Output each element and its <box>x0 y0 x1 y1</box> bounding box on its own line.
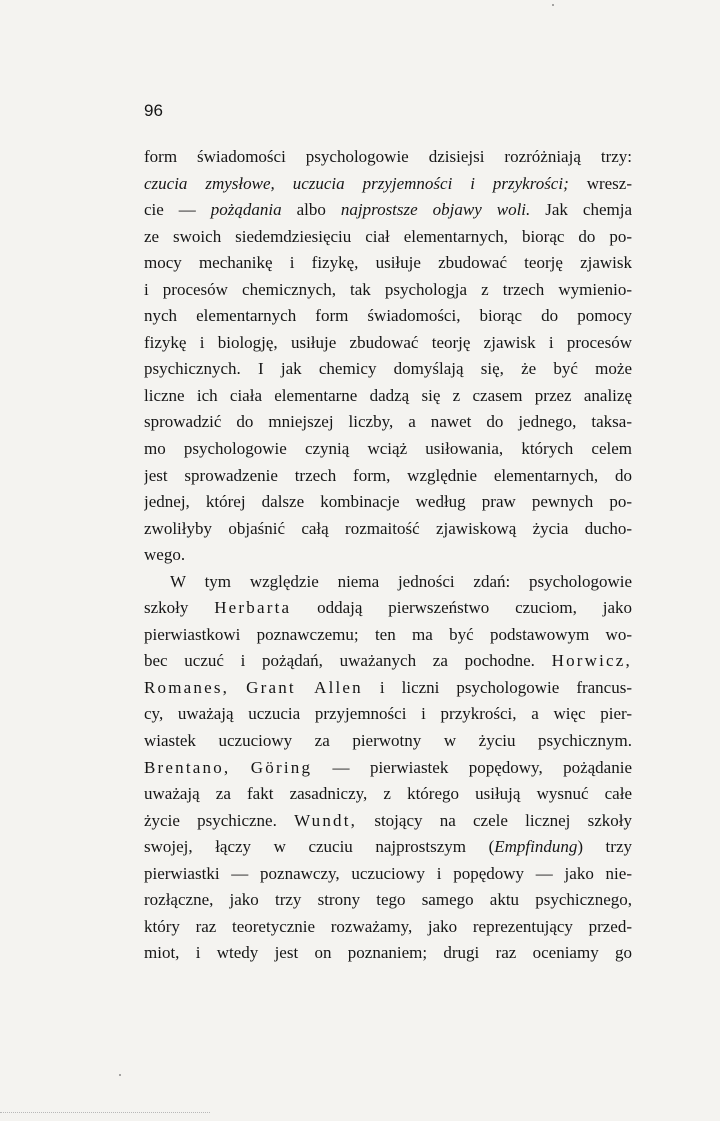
text-line <box>144 356 632 383</box>
text-segment: cy, uważają uczucia przyjemności i przykrości, a więc pier- <box>144 704 632 724</box>
text-line <box>144 463 632 490</box>
text-segment: jest sprowadzenie trzech form, względnie elementarnych, do <box>144 465 632 485</box>
text-segment: sprowadzić do mniejszej liczby, a nawet do jednego, taksa- <box>144 412 632 432</box>
text-segment: form świadomości psychologowie dzisiejsi rozróżniają trzy: <box>144 147 632 166</box>
text-line <box>144 755 632 782</box>
text-segment: fizykę i biologję, usiłuje zbudować teorję zjawisk i procesów <box>144 332 632 352</box>
scan-edge-artifact <box>0 1112 210 1115</box>
text-line <box>144 197 632 224</box>
text-segment: uważają za fakt zasadniczy, z którego usiłują wysnuć całe <box>144 784 632 804</box>
spaced-name: Romanes, <box>144 677 230 697</box>
text-line <box>144 277 632 304</box>
text-segment: stojący na czele licznej szkoły <box>357 810 632 830</box>
body-text <box>144 144 632 967</box>
spaced-name: Horwicz, <box>551 651 632 671</box>
text-line <box>144 303 632 330</box>
text-line <box>144 224 632 251</box>
text-line <box>144 675 632 702</box>
text-segment: mocy mechanikę i fizykę, usiłuje zbudować teorję zjawisk <box>144 253 632 273</box>
text-segment: zwoliłyby objaśnić całą rozmaitość zjawiskową życia ducho- <box>144 518 632 538</box>
text-line <box>144 171 632 198</box>
text-segment: ze swoich siedemdziesięciu ciał elementarnych, biorąc do po- <box>144 226 632 246</box>
spaced-name: Grant Allen <box>246 677 363 697</box>
text-line <box>144 914 632 941</box>
text-line <box>144 808 632 835</box>
text-segment: jednej, której dalsze kombinacje według praw pewnych po- <box>144 492 632 512</box>
text-segment <box>229 678 246 697</box>
text-segment: — pierwiastek popędowy, pożądanie <box>312 757 632 777</box>
spaced-name: Göring <box>250 757 313 777</box>
text-segment: wego. <box>144 545 186 565</box>
italic-term: Empfindung <box>494 837 578 857</box>
text-segment: wiastek uczuciowy za pierwotny w życiu psychicznym. <box>144 731 632 751</box>
text-line <box>144 330 632 357</box>
text-line <box>144 781 632 808</box>
text-line <box>144 250 632 277</box>
text-line <box>144 409 632 436</box>
text-line <box>144 144 632 171</box>
page-number: 96 <box>144 101 163 120</box>
text-line <box>144 834 632 861</box>
scan-speck <box>119 1074 121 1076</box>
italic-term: pożądania <box>210 200 282 220</box>
text-segment: oddają pierwszeństwo czuciom, jako <box>291 598 632 618</box>
text-line <box>144 728 632 755</box>
text-line <box>144 887 632 914</box>
text-segment: szkoły <box>144 598 215 618</box>
italic-term: czucia zmysłowe, uczucia przyjemności i przykrości; <box>144 173 569 193</box>
text-segment: psychicznych. I jak chemicy domyślają się, że być może <box>144 359 632 379</box>
scan-speck <box>552 4 554 6</box>
text-segment: pierwiastki — poznawczy, uczuciowy i popędowy — jako nie- <box>144 863 632 883</box>
text-segment: który raz teoretycznie rozważamy, jako reprezentujący przed- <box>144 916 632 936</box>
text-segment: liczne ich ciała elementarne dadzą się z czasem przez analizę <box>144 385 632 405</box>
text-segment: wresz- <box>568 173 632 193</box>
text-line <box>144 516 632 543</box>
text-segment: ) trzy <box>577 837 632 857</box>
text-line <box>144 940 632 967</box>
text-line <box>144 383 632 410</box>
spaced-name: Herbarta <box>214 598 292 618</box>
text-segment: cie — <box>144 200 211 220</box>
text-line <box>144 622 632 649</box>
text-segment: W tym względzie niema jedności zdań: psychologowie <box>170 571 632 591</box>
text-segment: i procesów chemicznych, tak psychologja z trzech wymienio- <box>144 279 632 299</box>
text-segment: rozłączne, jako trzy strony tego samego aktu psychicznego, <box>144 890 632 910</box>
text-segment: pierwiastkowi poznawczemu; ten ma być podstawowym wo- <box>144 624 632 644</box>
text-segment: i liczni psychologowie francus- <box>362 677 632 697</box>
text-line <box>144 648 632 675</box>
text-segment: swojej, łączy w czuciu najprostszym ( <box>144 837 495 857</box>
text-segment: albo <box>281 200 341 220</box>
spaced-name: Wundt, <box>294 810 358 830</box>
text-segment: mo psychologowie czynią wciąż usiłowania, których celem <box>144 439 632 459</box>
text-segment: nych elementarnych form świadomości, biorąc do pomocy <box>144 306 632 326</box>
text-line <box>144 489 632 516</box>
text-segment: życie psychiczne. <box>144 810 295 830</box>
text-line <box>144 861 632 888</box>
spaced-name: Brentano, <box>144 757 231 777</box>
text-segment <box>230 758 250 777</box>
text-line <box>144 595 632 622</box>
text-line <box>144 569 632 596</box>
italic-term: najprostsze objawy woli. <box>340 200 531 220</box>
text-segment: miot, i wtedy jest on poznaniem; drugi raz oceniamy go <box>144 943 632 963</box>
text-line <box>144 701 632 728</box>
text-line <box>144 436 632 463</box>
text-segment: Jak chemja <box>530 200 632 220</box>
text-line <box>144 542 632 569</box>
text-segment: bec uczuć i pożądań, uważanych za pochodne. <box>144 651 552 671</box>
